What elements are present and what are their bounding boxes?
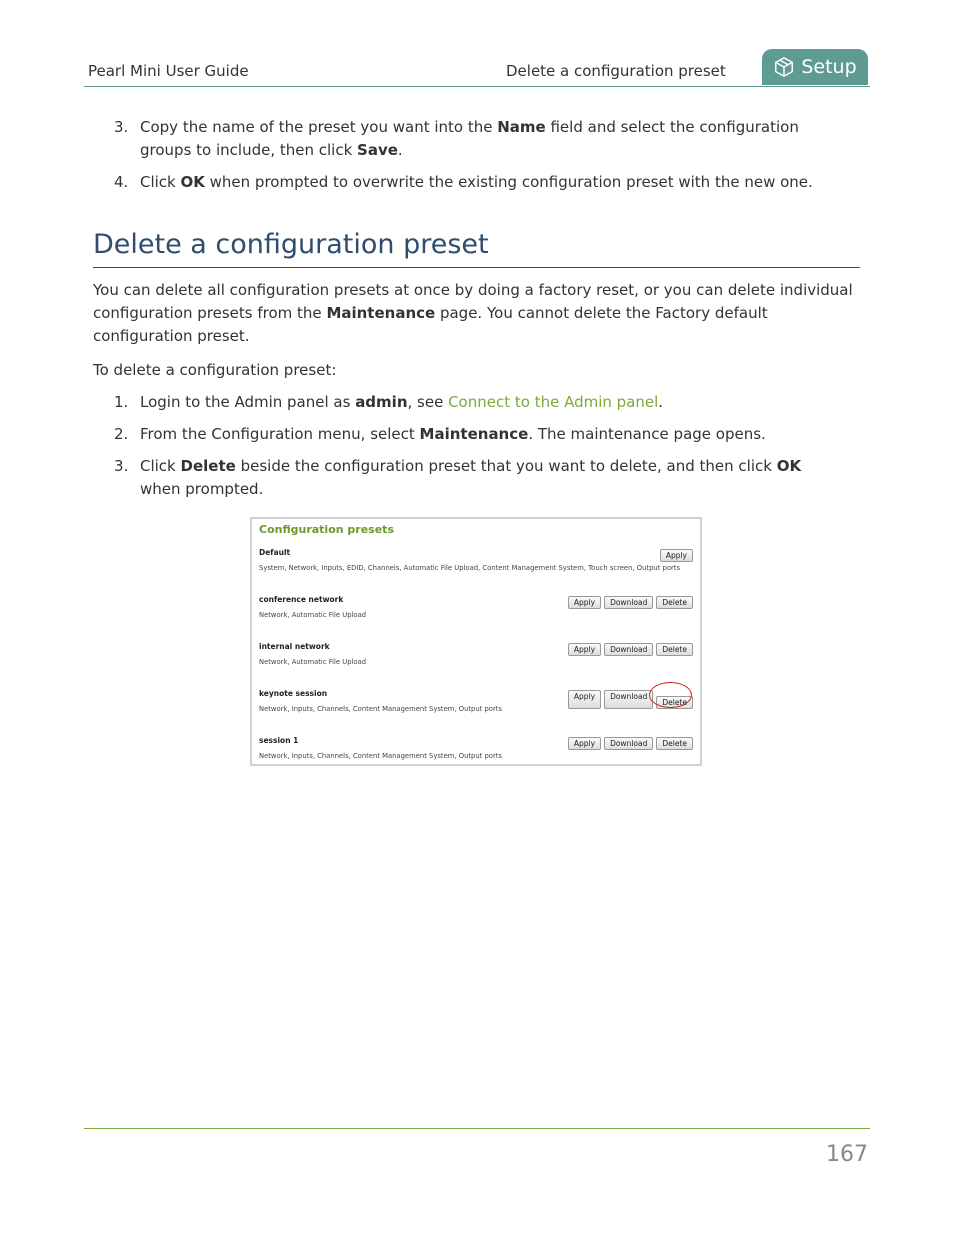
apply-button[interactable]: Apply [568,737,601,750]
apply-button[interactable]: Apply [568,596,601,609]
list-item [112,455,832,501]
download-button[interactable]: Download [604,737,653,750]
preset-name: session 1 [259,736,299,745]
step-bold: OK [776,457,802,475]
download-button[interactable]: Download [604,690,653,709]
step-text: . [397,141,403,159]
apply-button[interactable]: Apply [660,549,693,562]
page-heading: Delete a configuration preset [93,229,489,260]
preset-name: internal network [259,642,330,651]
step-bold: Maintenance [419,425,529,443]
step-text: beside the configuration preset that you want to delete, and then click [235,457,777,475]
preset-groups: Network, Automatic File Upload [259,658,367,666]
step-bold: Name [497,118,546,136]
step-number: 3. [114,118,129,136]
cube-icon [773,56,795,78]
delete-steps [112,391,832,510]
list-item [112,171,832,194]
description-paragraph [93,279,853,348]
download-button[interactable]: Download [604,596,653,609]
preset-groups: System, Network, Inputs, EDID, Channels, Automatic File Upload, Content Management System, Touch screen, Output ports [259,564,680,572]
step-text: , see [407,393,449,411]
step-bold: admin [355,393,408,411]
configuration-presets-screenshot [250,517,702,766]
intro-steps [112,116,832,203]
step-text: . [658,393,664,411]
step-number: 2. [114,425,129,443]
step-number: 4. [114,173,129,191]
delete-button[interactable]: Delete [656,596,693,609]
paragraph-text: You can delete all configuration presets at once by doing a factory reset, or you can delete individual configuration presets from the [93,281,853,322]
preset-groups: Network, Inputs, Channels, Content Management System, Output ports [259,752,502,760]
footer-divider [84,1128,870,1129]
preset-row [259,548,693,588]
page-number: 167 [826,1142,868,1167]
step-text: Login to the Admin panel as [140,393,356,411]
step-text: . The maintenance page opens. [528,425,766,443]
apply-button[interactable]: Apply [568,690,601,709]
preset-row [259,689,693,729]
step-text: Copy the name of the preset you want into the [140,118,498,136]
step-bold: Delete [180,457,236,475]
list-item [112,423,832,446]
step-bold: Save [357,141,398,159]
step-text: Click [140,173,181,191]
step-number: 1. [114,393,129,411]
lead-paragraph: To delete a configuration preset: [93,361,337,379]
preset-name: keynote session [259,689,328,698]
presets-panel-title: Configuration presets [259,523,394,536]
preset-name: conference network [259,595,344,604]
list-item [112,391,832,414]
setup-tab[interactable] [762,49,868,85]
step-text: From the Configuration menu, select [140,425,420,443]
delete-button[interactable]: Delete [656,696,693,709]
delete-button[interactable]: Delete [656,643,693,656]
step-text: Click [140,457,181,475]
heading-divider [93,267,860,268]
preset-groups: Network, Automatic File Upload [259,611,367,619]
paragraph-text: page. You cannot delete the Factory default configuration preset. [93,304,768,345]
step-text: when prompted. [140,480,264,498]
apply-button[interactable]: Apply [568,643,601,656]
setup-tab-label: Setup [801,56,857,78]
paragraph-bold: Maintenance [326,304,436,322]
step-bold: OK [180,173,205,191]
step-text: when prompted to overwrite the existing configuration preset with the new one. [204,173,813,191]
section-title: Delete a configuration preset [506,62,726,80]
preset-groups: Network, Inputs, Channels, Content Management System, Output ports [259,705,502,713]
preset-name: Default [259,548,291,557]
guide-title: Pearl Mini User Guide [88,62,249,80]
preset-row [259,736,693,776]
download-button[interactable]: Download [604,643,653,656]
highlighted-delete [656,690,693,709]
preset-row [259,642,693,682]
step-number: 3. [114,457,129,475]
header-divider [84,86,870,87]
step-text: field and select the configuration groups to include, then click [140,118,799,159]
list-item [112,116,832,162]
preset-row [259,595,693,635]
admin-panel-link[interactable]: Connect to the Admin panel [448,393,659,411]
delete-button[interactable]: Delete [656,737,693,750]
